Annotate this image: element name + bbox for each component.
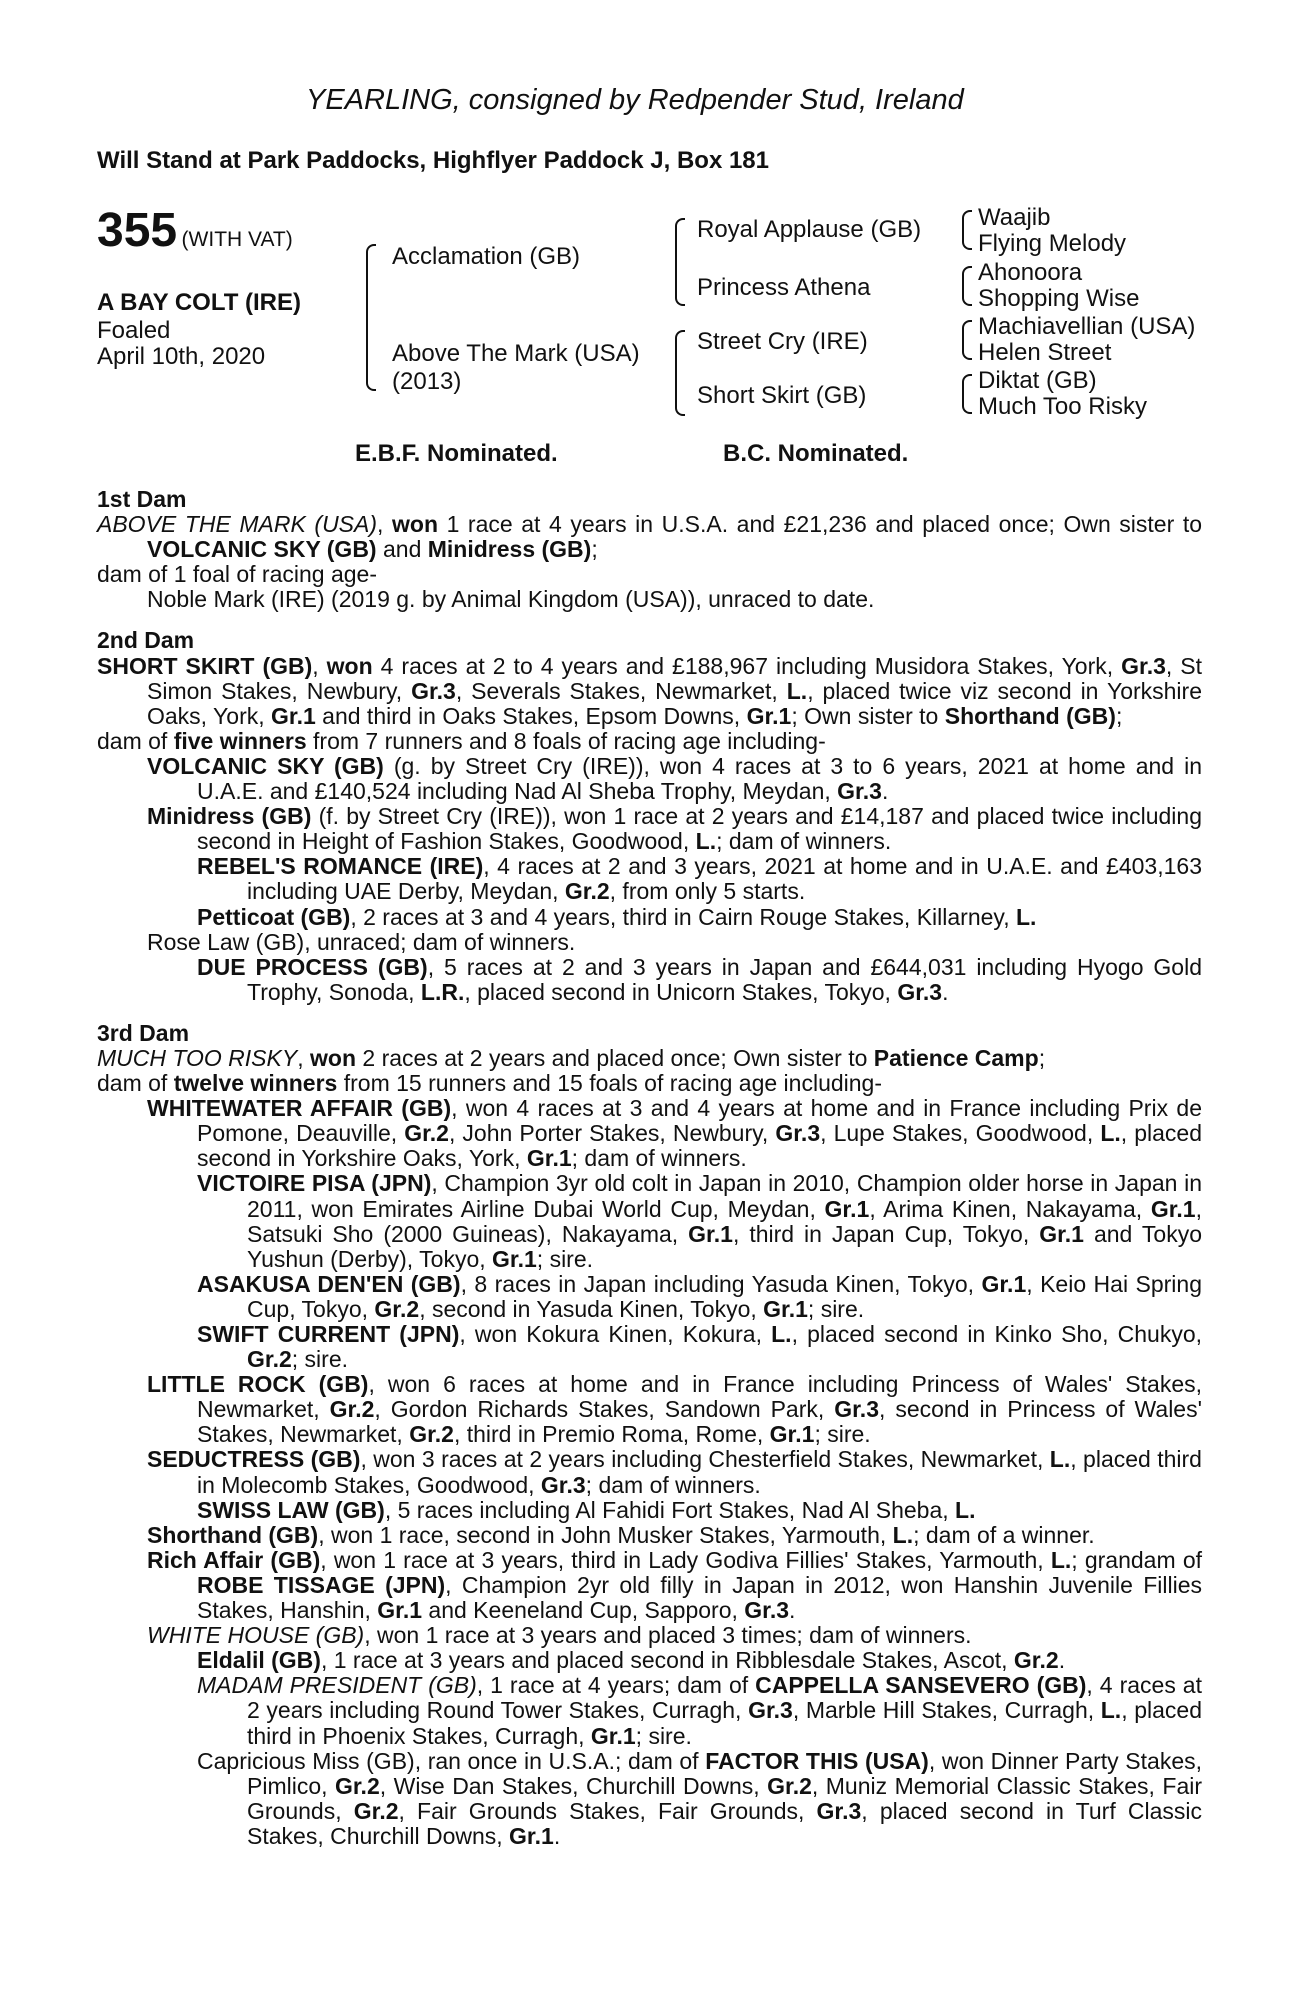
record-text: , Gordon Richards Stakes, Sandown Park,	[374, 1396, 835, 1423]
bold-text: Gr.3	[816, 1797, 862, 1824]
record-entry	[97, 1498, 1202, 1523]
bold-text: Gr.1	[526, 1145, 572, 1172]
record-entry	[97, 1322, 1202, 1372]
bc-nomination: B.C. Nominated.	[723, 440, 909, 467]
bold-text: Gr.3	[837, 778, 882, 805]
record-text: , Severals Stakes, Newmarket,	[455, 677, 787, 704]
bold-text: CAPPELLA SANSEVERO (GB)	[755, 1672, 1087, 1699]
bold-text: Gr.2	[353, 1797, 399, 1824]
record-text: , Satsuki Sho (2000 Guineas), Nakayama,	[247, 1195, 1202, 1247]
record-text: , won 4 races at 3 and 4 years at home and in France including Prix de Pomone, Deauville,	[197, 1095, 1202, 1147]
record-text: ; grandam of	[1071, 1546, 1202, 1573]
record-entry	[97, 754, 1202, 804]
second-dam-section	[97, 654, 1202, 1005]
record-text: , Champion 2yr old filly in Japan in 2012, won Hanshin Juvenile Fillies Stakes, Hanshin,	[197, 1571, 1202, 1624]
record-entry	[97, 512, 1202, 562]
bold-text: L.	[1049, 1446, 1071, 1473]
pedigree-g3-8: Much Too Risky	[978, 393, 1147, 420]
bold-text: FACTOR THIS (USA)	[705, 1747, 929, 1774]
record-text: ; Own sister to	[791, 702, 945, 729]
record-text: dam of	[97, 727, 174, 754]
record-text: ; dam of winners.	[585, 1471, 761, 1498]
bold-text: ASAKUSA DEN'EN (GB)	[197, 1270, 461, 1297]
record-entry	[97, 1171, 1202, 1271]
record-text: , placed second in Turf Classic Stakes, Churchill Downs,	[247, 1797, 1202, 1849]
bold-text: Gr.3	[540, 1471, 586, 1498]
vat-label: (WITH VAT)	[181, 228, 293, 251]
pedigree-bracket-g3-4	[962, 374, 972, 414]
record-text: , third in Premio Roma, Rome,	[453, 1421, 770, 1448]
lot-number-row	[97, 204, 293, 257]
italic-text: WHITE HOUSE (GB)	[147, 1622, 365, 1649]
bold-text: Gr.1	[492, 1245, 537, 1272]
record-text: , from only 5 starts.	[609, 878, 806, 905]
pedigree-dam-year: (2013)	[392, 368, 462, 395]
record-text: , Wise Dan Stakes, Churchill Downs,	[379, 1772, 768, 1799]
bold-text: Gr.1	[1039, 1220, 1084, 1247]
record-text: ,	[297, 1044, 310, 1071]
location-heading: Will Stand at Park Paddocks, Highflyer Paddock J, Box 181	[97, 147, 769, 174]
bold-text: L.	[1015, 903, 1037, 930]
record-text: , St Simon Stakes, Newbury,	[147, 652, 1203, 704]
bold-text: Gr.2	[767, 1772, 812, 1799]
bold-text: Gr.2	[404, 1120, 449, 1147]
record-text: , 5 races including Al Fahidi Fort Stakes, Nad Al Sheba,	[384, 1496, 956, 1523]
bold-text: L.	[955, 1496, 976, 1523]
dam-records	[97, 487, 1202, 1849]
pedigree-g3-5: Machiavellian (USA)	[978, 313, 1196, 340]
record-text: dam of	[97, 1070, 174, 1097]
bold-text: won	[326, 652, 373, 679]
record-text: , placed third in Phoenix Stakes, Curragh,	[247, 1697, 1202, 1749]
record-text: 1 race at 4 years in U.S.A. and £21,236 and placed once; Own sister to	[438, 511, 1203, 538]
bold-text: L.	[695, 828, 717, 855]
bold-text: SHORT SKIRT (GB)	[97, 652, 313, 679]
bold-text: Gr.3	[897, 978, 943, 1005]
record-entry	[97, 562, 1202, 587]
bold-text: SEDUCTRESS (GB)	[147, 1446, 361, 1473]
bold-text: Gr.3	[834, 1396, 879, 1423]
pedigree-bracket-g3-1	[962, 210, 972, 250]
pedigree-g3-1: Waajib	[978, 204, 1051, 231]
bold-text: Patience Camp	[873, 1044, 1039, 1071]
record-text: , Champion 3yr old colt in Japan in 2010, Champion older horse in Japan in 2011, won Emirates Airline Dubai World Cup, Meydan,	[247, 1170, 1202, 1222]
bold-text: Minidress (GB)	[427, 536, 592, 563]
record-entry	[97, 1623, 1202, 1648]
pedigree-sire-dam: Princess Athena	[697, 274, 871, 301]
record-text: , 8 races in Japan including Yasuda Kinen, Tokyo,	[460, 1270, 982, 1297]
record-text: , 5 races at 2 and 3 years in Japan and £644,031 including Hyogo Gold Trophy, Sonoda,	[247, 953, 1202, 1005]
record-text: , John Porter Stakes, Newbury,	[448, 1120, 776, 1147]
record-text: ; sire.	[807, 1295, 865, 1322]
record-entry	[97, 1447, 1202, 1497]
record-text: and Keeneland Cup, Sapporo,	[422, 1597, 745, 1624]
record-text: , 2 races at 3 and 4 years, third in Cairn Rouge Stakes, Killarney,	[350, 903, 1016, 930]
third-dam-heading: 3rd Dam	[97, 1019, 190, 1046]
pedigree-bracket-sire	[675, 218, 685, 306]
record-text: ; sire.	[536, 1245, 594, 1272]
record-entry	[97, 955, 1202, 1005]
bold-text: WHITEWATER AFFAIR (GB)	[147, 1095, 452, 1122]
bold-text: Gr.3	[744, 1597, 790, 1624]
record-text: , Lupe Stakes, Goodwood,	[820, 1120, 1101, 1147]
consignment-heading: YEARLING, consigned by Redpender Stud, Ireland	[306, 84, 964, 116]
bold-text: Gr.2	[1013, 1647, 1059, 1674]
record-entry	[97, 804, 1202, 854]
bold-text: Gr.2	[247, 1346, 292, 1373]
record-text: .	[942, 978, 949, 1005]
record-text: ; dam of winners.	[716, 828, 892, 855]
bold-text: Gr.2	[409, 1421, 454, 1448]
pedigree-sire-sire: Royal Applause (GB)	[697, 216, 922, 243]
record-entry	[97, 905, 1202, 930]
bold-text: L.	[786, 677, 808, 704]
bold-text: Eldalil (GB)	[197, 1647, 321, 1674]
record-text: ; dam of winners.	[571, 1145, 747, 1172]
record-entry	[97, 1372, 1202, 1447]
bold-text: REBEL'S ROMANCE (IRE)	[197, 853, 484, 880]
bold-text: VOLCANIC SKY (GB)	[147, 536, 377, 563]
record-entry	[97, 854, 1202, 904]
bold-text: five winners	[173, 727, 307, 754]
bold-text: Gr.1	[377, 1597, 423, 1624]
bold-text: Gr.2	[329, 1396, 375, 1423]
record-text: , placed second in Kinko Sho, Chukyo,	[791, 1321, 1203, 1347]
bold-text: Gr.3	[775, 1120, 821, 1147]
record-text: Capricious Miss (GB), ran once in U.S.A.; dam of	[197, 1747, 706, 1774]
record-text: , Marble Hill Stakes, Curragh,	[792, 1697, 1101, 1724]
first-dam-section	[97, 512, 1202, 612]
record-text: , 1 race at 3 years and placed second in Ribblesdale Stakes, Ascot,	[320, 1647, 1014, 1674]
record-text: (f. by Street Cry (IRE)), won 1 race at 2 years and £14,187 and placed twice including second in Height of Fashion Stakes, Goodwood,	[197, 803, 1202, 855]
record-text: , 1 race at 4 years; dam of	[476, 1672, 756, 1699]
record-text: , Fair Grounds Stakes, Fair Grounds,	[398, 1797, 817, 1824]
lot-name: A BAY COLT (IRE)	[97, 289, 302, 316]
record-text: .	[553, 1822, 561, 1849]
pedigree-bracket-main	[366, 244, 376, 391]
third-dam-section	[97, 1046, 1202, 1849]
bold-text: Gr.1	[763, 1295, 808, 1322]
record-text: , Muniz Memorial Classic Stakes, Fair Grounds,	[247, 1772, 1203, 1824]
record-text: and third in Oaks Stakes, Epsom Downs,	[315, 702, 747, 729]
bold-text: ROBE TISSAGE (JPN)	[197, 1571, 446, 1598]
foaled-date: April 10th, 2020	[97, 343, 266, 370]
record-entry	[97, 1046, 1202, 1071]
record-text: ,	[312, 652, 327, 679]
pedigree-sire: Acclamation (GB)	[392, 243, 581, 270]
record-entry	[97, 1071, 1202, 1096]
record-text: ;	[1115, 702, 1123, 729]
bold-text: L.	[1100, 1697, 1122, 1724]
bold-text: SWIFT CURRENT (JPN)	[197, 1321, 460, 1347]
record-text: , won 1 race, second in John Musker Stakes, Yarmouth,	[318, 1521, 893, 1548]
bold-text: Gr.3	[411, 677, 456, 704]
italic-text: MADAM PRESIDENT (GB)	[197, 1672, 477, 1699]
bold-text: Petticoat (GB)	[197, 903, 351, 930]
record-text: .	[789, 1597, 796, 1624]
bold-text: L.	[771, 1321, 792, 1347]
bold-text: Shorthand (GB)	[147, 1521, 319, 1548]
bold-text: L.	[1100, 1120, 1121, 1147]
bold-text: Gr.1	[746, 702, 792, 729]
bold-text: SWISS LAW (GB)	[197, 1496, 385, 1523]
record-entry	[97, 587, 1202, 612]
bold-text: Gr.2	[334, 1772, 380, 1799]
bold-text: L.R.	[420, 978, 465, 1005]
record-entry	[97, 654, 1202, 729]
lot-number: 355	[97, 204, 178, 257]
bold-text: won	[392, 511, 438, 538]
bold-text: L.	[892, 1521, 914, 1548]
bold-text: Gr.3	[748, 1697, 793, 1724]
record-entry	[97, 1673, 1202, 1748]
record-text: (g. by Street Cry (IRE)), won 4 races at 3 to 6 years, 2021 at home and in U.A.E. and £140,524 including Nad Al Sheba Trophy, Meydan,	[197, 752, 1202, 805]
bold-text: Shorthand (GB)	[944, 702, 1116, 729]
pedigree-g3-7: Diktat (GB)	[978, 367, 1097, 394]
italic-text: MUCH TOO RISKY	[97, 1044, 298, 1071]
record-text: , won 1 race at 3 years and placed 3 times; dam of winners.	[364, 1622, 972, 1649]
record-text: dam of 1 foal of racing age-	[97, 561, 377, 588]
record-text: , 4 races at 2 and 3 years, 2021 at home and in U.A.E. and £403,163 including UAE Derby, Meydan,	[247, 853, 1202, 905]
pedigree-bracket-dam	[675, 330, 685, 416]
record-entry	[97, 1523, 1202, 1548]
record-entry	[97, 1749, 1202, 1849]
italic-text: ABOVE THE MARK (USA)	[97, 511, 378, 538]
bold-text: won	[310, 1044, 356, 1071]
bold-text: Rich Affair (GB)	[147, 1546, 321, 1573]
bold-text: Gr.1	[981, 1270, 1027, 1297]
record-text: from 7 runners and 8 foals of racing age including-	[306, 727, 826, 754]
record-text: , placed second in Unicorn Stakes, Tokyo,	[464, 978, 898, 1005]
record-text: .	[1058, 1647, 1066, 1674]
record-text: ; sire.	[814, 1421, 871, 1448]
record-text: ;	[1038, 1044, 1046, 1071]
record-text: , placed third in Molecomb Stakes, Goodwood,	[197, 1446, 1202, 1498]
record-entry	[97, 930, 1202, 955]
record-text: , won Dinner Party Stakes, Pimlico,	[247, 1747, 1203, 1799]
record-text: , won 1 race at 3 years, third in Lady Godiva Fillies' Stakes, Yarmouth,	[320, 1546, 1051, 1573]
record-text: , second in Yasuda Kinen, Tokyo,	[419, 1295, 764, 1322]
bold-text: LITTLE ROCK (GB)	[147, 1371, 369, 1398]
pedigree-g3-3: Ahonoora	[978, 259, 1083, 286]
record-text: and	[376, 536, 428, 563]
pedigree-g3-2: Flying Melody	[978, 230, 1127, 257]
bold-text: Gr.1	[509, 1822, 554, 1849]
record-text: Noble Mark (IRE) (2019 g. by Animal Kingdom (USA)), unraced to date.	[147, 586, 875, 613]
record-text: .	[881, 778, 889, 805]
ebf-nomination: E.B.F. Nominated.	[355, 440, 558, 467]
record-text: ; dam of a winner.	[913, 1521, 1095, 1548]
bold-text: Gr.1	[688, 1220, 733, 1247]
second-dam-heading: 2nd Dam	[97, 627, 195, 654]
record-text: , won 3 races at 2 years including Chesterfield Stakes, Newmarket,	[360, 1446, 1050, 1473]
bold-text: Gr.1	[1150, 1195, 1196, 1222]
record-entry	[97, 1272, 1202, 1322]
record-text: , 4 races at 2 years including Round Tower Stakes, Curragh,	[247, 1672, 1202, 1724]
bold-text: Gr.1	[271, 702, 316, 729]
record-text: , placed second in Yorkshire Oaks, York,	[197, 1120, 1203, 1172]
bold-text: DUE PROCESS (GB)	[197, 953, 428, 980]
record-text: from 15 runners and 15 foals of racing age including-	[337, 1070, 882, 1097]
record-text: , second in Princess of Wales' Stakes, Newmarket,	[197, 1396, 1202, 1448]
bold-text: Minidress (GB)	[147, 803, 312, 830]
pedigree-bracket-g3-2	[962, 266, 972, 306]
record-text: , Arima Kinen, Nakayama,	[869, 1195, 1151, 1222]
record-text: , won Kokura Kinen, Kokura,	[459, 1321, 772, 1347]
bold-text: Gr.2	[564, 878, 610, 905]
bold-text: twelve winners	[173, 1070, 338, 1097]
foaled-label: Foaled	[97, 317, 171, 344]
bold-text: Gr.3	[1121, 652, 1166, 679]
bold-text: Gr.1	[824, 1195, 870, 1222]
record-entry	[97, 1648, 1202, 1673]
record-text: ;	[591, 536, 598, 563]
pedigree-dam: Above The Mark (USA)	[392, 340, 640, 367]
pedigree-dam-sire: Street Cry (IRE)	[697, 328, 868, 355]
bold-text: VOLCANIC SKY (GB)	[147, 752, 384, 779]
record-entry	[97, 1548, 1202, 1623]
record-entry	[97, 1096, 1202, 1171]
bold-text: Gr.1	[590, 1722, 636, 1749]
pedigree-g3-6: Helen Street	[978, 339, 1112, 366]
record-text: , placed twice viz second in Yorkshire Oaks, York,	[147, 677, 1202, 729]
record-text: , won 6 races at home and in France including Princess of Wales' Stakes, Newmarket,	[197, 1371, 1203, 1423]
pedigree-g3-4: Shopping Wise	[978, 285, 1140, 312]
record-text: and Tokyo Yushun (Derby), Tokyo,	[247, 1220, 1203, 1272]
record-text: ; sire.	[291, 1346, 348, 1373]
first-dam-heading: 1st Dam	[97, 486, 187, 512]
bold-text: Gr.2	[374, 1295, 420, 1322]
record-text: , Keio Hai Spring Cup, Tokyo,	[247, 1270, 1202, 1322]
bold-text: L.	[1050, 1546, 1072, 1573]
record-text: , third in Japan Cup, Tokyo,	[732, 1220, 1040, 1247]
record-text: 2 races at 2 years and placed once; Own sister to	[356, 1044, 874, 1071]
record-text: 4 races at 2 to 4 years and £188,967 including Musidora Stakes, York,	[372, 652, 1122, 679]
bold-text: Gr.1	[769, 1421, 815, 1448]
record-text: Rose Law (GB), unraced; dam of winners.	[147, 928, 576, 955]
record-entry	[97, 729, 1202, 754]
bold-text: VICTOIRE PISA (JPN)	[197, 1170, 432, 1197]
record-text: ; sire.	[635, 1722, 692, 1749]
pedigree-bracket-g3-3	[962, 320, 972, 360]
pedigree-dam-dam: Short Skirt (GB)	[697, 382, 867, 409]
record-text: ,	[377, 511, 392, 538]
